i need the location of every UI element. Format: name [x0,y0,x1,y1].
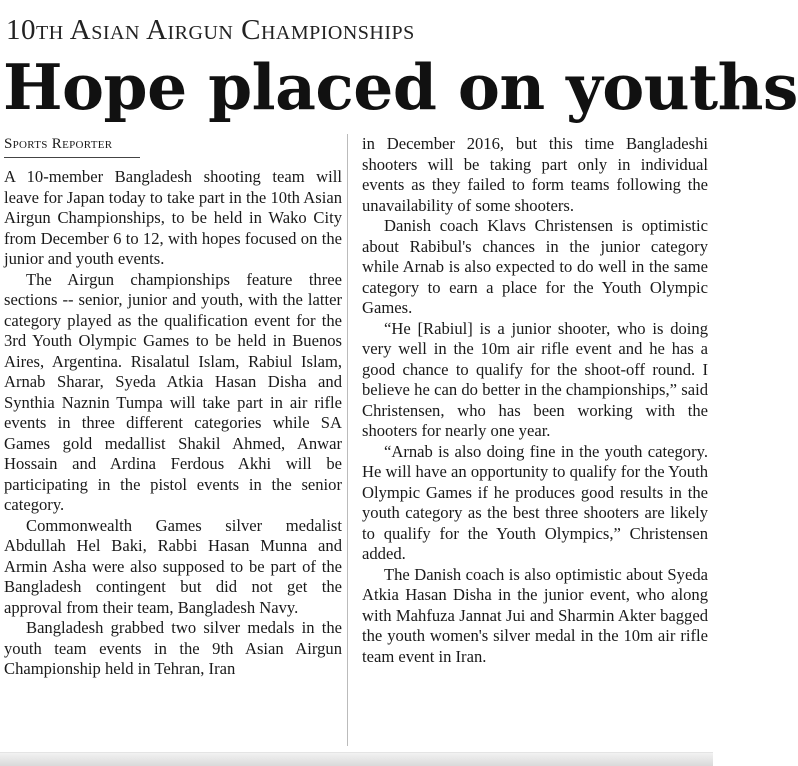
paragraph: Bangladesh grabbed two silver medals in the youth team events in the 9th Asian Airgun Championship held in Tehran, Iran [4,618,342,678]
page-fold-shadow [0,752,713,766]
column-right [362,134,708,667]
paragraph: The Danish coach is also optimistic about Syeda Atkia Hasan Disha in the junior event, who along with Mahfuza Jannat Jui and Sharmin Akter bagged the youth women's silver medal in the 10m air rifle team event in Iran. [362,564,708,666]
paragraph: “Arnab is also doing fine in the youth category. He will have an opportunity to qualify for the Youth Olympic Games if he produces good results in the youth category as the best three shooters are likely to qualify for the Youth Olympics,” Christensen added. [362,441,708,563]
article-headline: Hope placed on youths [3,50,798,124]
paragraph: The Airgun championships feature three sections -- senior, junior and youth, with the latter category played as the qualification event for the 3rd Youth Olympic Games to be held in Buenos Aires, Argentina. Risalatul Islam, Rabiul Islam, Arnab Sharar, Syeda Atkia Hasan Disha and Synthia Naznin Tumpa will take part in air rifle events in three different categories while SA Games gold medallist Shakil Ahmed, Anwar Hossain and Ardina Ferdous Akhi will be participating in the pistol events in the senior category. [4,269,342,514]
column-divider [347,134,348,746]
article-kicker: 10th Asian Airgun Championships [6,14,415,46]
byline: Sports Reporter [4,134,140,158]
paragraph: Commonwealth Games silver medalist Abdullah Hel Baki, Rabbi Hasan Munna and Armin Asha were also supposed to be part of the Bangladesh contingent but did not get the approval from their team, Bangladesh Navy. [4,515,342,617]
paragraph: A 10-member Bangladesh shooting team will leave for Japan today to take part in the 10th Asian Airgun Championships, to be held in Wako City from December 6 to 12, with hopes focused on the junior and youth events. [4,167,342,268]
column-left [4,134,342,680]
paragraph: Danish coach Klavs Christensen is optimistic about Rabibul's chances in the junior category while Arnab is also expected to do well in the same category to earn a place for the Youth Olympic Games. [362,216,708,317]
article-body [4,134,706,746]
paragraph: in December 2016, but this time Bangladeshi shooters will be taking part only in individual events as they failed to form teams following the unavailability of some shooters. [362,134,708,215]
paragraph: “He [Rabiul] is a junior shooter, who is doing very well in the 10m air rifle event and he has a good chance to qualify for the shoot-off round. I believe he can do better in the championships,” said Christensen, who has been working with the shooters for nearly one year. [362,318,708,440]
